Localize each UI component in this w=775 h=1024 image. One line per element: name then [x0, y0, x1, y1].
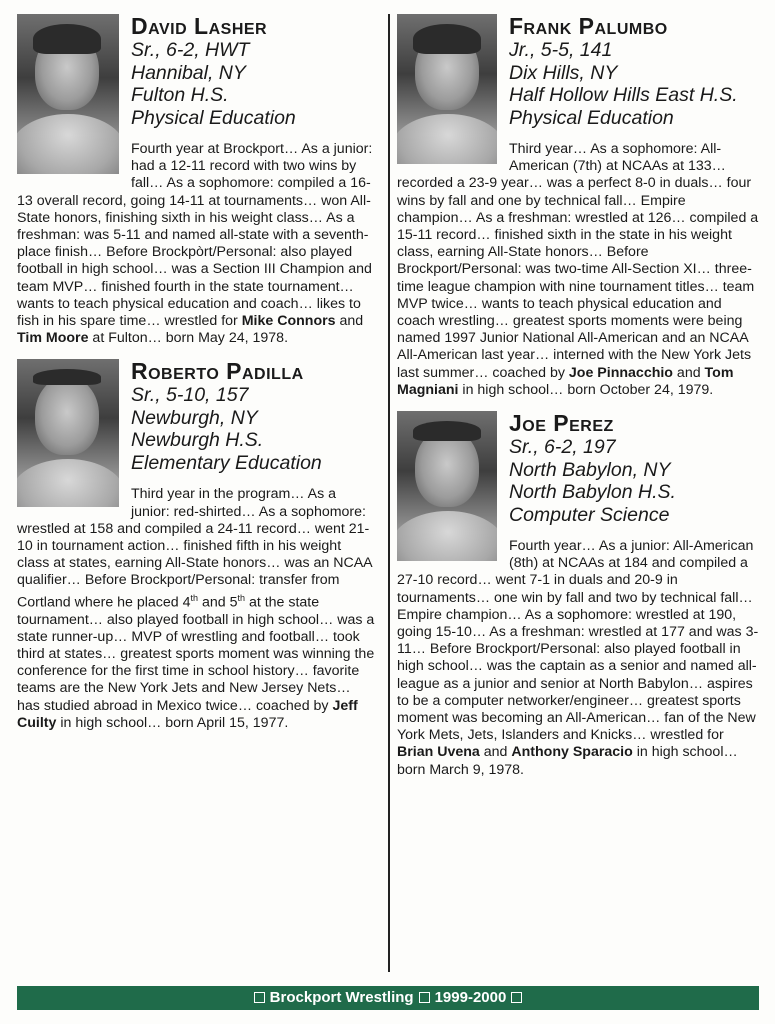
- player-bio: Third year in the program… As a junior: red-shirted… As a sophomore: wrestled at 158 and compiled a 24-11 record… went 21-10 in tournament action… finished fifth in his weight class at states, earning All-State honors… was an NCAA qualifier… Before Brockport/Personal: transfer from Cortland where he placed 4th and 5th at the state tournament… also played football in high school… was a state runner-up… MVP of wrestling and football… took third at states… greatest sports moment was winning the conference for the first time in school history… favorite teams are the New York Jets and New Jersey Nets… has studied abroad in Mexico twice… coached by Jeff Cuilty in high school… born April 15, 1977.: [17, 486, 375, 731]
- player-high-school: North Babylon H.S.: [509, 481, 676, 504]
- column-divider: [388, 14, 390, 972]
- coach-name: Brian Uvena: [397, 744, 480, 761]
- player-name: Roberto Padilla: [131, 358, 304, 385]
- player-profile-perez: [397, 411, 763, 779]
- player-bio: Fourth year at Brockport… As a junior: had a 12-11 record with two wins by fall… As a sophomore: compiled a 16-13 overall record, going 14-11 at tournaments… won All-State honors, finishing sixth in his weight class… As a freshman: was 5-11 and named all-state with a seventh-place finish… Before Brockpòrt/Personal: also played football in high school… was a Section III Champion and team MVP… finished fourth in the state tournament… wants to teach physical education and coach… likes to fish in his spare time… wrestled for Mike Connors and Tim Moore at Fulton… born May 24, 1978.: [17, 141, 373, 347]
- player-photo: [17, 14, 119, 174]
- square-outline-icon: [419, 992, 430, 1003]
- player-high-school: Newburgh H.S.: [131, 429, 264, 452]
- player-major: Computer Science: [509, 503, 670, 526]
- player-photo: [17, 359, 119, 507]
- player-hometown: North Babylon, NY: [509, 458, 671, 481]
- player-class-height-weight: Sr., 6-2, HWT: [131, 39, 250, 61]
- player-major: Physical Education: [131, 106, 296, 129]
- player-major: Physical Education: [509, 106, 674, 129]
- footer-season: 1999-2000: [434, 989, 507, 1006]
- square-outline-icon: [254, 992, 265, 1003]
- player-hometown: Dix Hills, NY: [509, 61, 618, 84]
- player-class-height-weight: Sr., 5-10, 157: [131, 384, 249, 407]
- coach-name: Jeff Cuilty: [17, 697, 358, 731]
- page-footer: [17, 986, 759, 1010]
- player-high-school: Fulton H.S.: [131, 84, 229, 106]
- player-photo: [397, 14, 497, 164]
- coach-name: Mike Connors: [241, 313, 336, 330]
- player-name: David Lasher: [131, 13, 268, 39]
- square-outline-icon: [511, 992, 522, 1003]
- coach-name: Tom Magniani: [397, 364, 734, 398]
- coach-name: Joe Pinnacchio: [568, 364, 673, 381]
- player-class-height-weight: Jr., 5-5, 141: [509, 39, 613, 61]
- player-class-height-weight: Sr., 6-2, 197: [509, 436, 616, 459]
- player-hometown: Hannibal, NY: [131, 61, 246, 84]
- player-bio: Third year… As a sophomore: All-American (7th) at NCAAs at 133… recorded a 23-9 year… was a perfect 8-0 in duals… four wins by fall and one by technical fall… Empire champion… As a freshman: wrestled at 126… compiled a 15-11 record… finished sixth in the state in his weight class, earning All-State honors… Before Brockport/Personal: was two-time All-Section XI… three-time league champion with nine tournament titles… team MVP twice… wants to teach physical education and coach wrestling… greatest sports moments were being named 1997 Junior National All-American and an NCAA All-American last year… interned with the New York Jets last summer… coached by Joe Pinnacchio and Tom Magniani in high school… born October 24, 1979.: [397, 141, 759, 398]
- player-profile-lasher: [17, 14, 375, 347]
- player-profile-palumbo: [397, 14, 763, 399]
- footer-team: Brockport Wrestling: [269, 989, 414, 1006]
- left-column: [17, 14, 375, 732]
- player-profile-padilla: [17, 359, 375, 732]
- right-column: [397, 14, 763, 779]
- player-major: Elementary Education: [131, 451, 322, 474]
- player-name: Frank Palumbo: [509, 13, 668, 39]
- coach-name: Tim Moore: [17, 330, 89, 347]
- player-bio: Fourth year… As a junior: All-American (8th) at NCAAs at 184 and compiled a 27-10 record… went 7-1 in duals and 20-9 in tournaments… one win by fall and two by technical fall… Empire champion… As a sophomore: wrestled at 190, going 15-10… As a freshman: wrestled at 177 and was 3-11… Before Brockport/Personal: also played football in high school… was the captain as a senior and named all-league as a junior and senior at North Babylon… aspires to be a computer networker/engineer… greatest sports moment was becoming an All-American… fan of the New York Mets, Jets, Islanders and Knicks… wrestled for Brian Uvena and Anthony Sparacio in high school… born March 9, 1978.: [397, 538, 759, 778]
- player-photo: [397, 411, 497, 561]
- player-high-school: Half Hollow Hills East H.S.: [509, 84, 738, 106]
- player-name: Joe Perez: [509, 410, 614, 437]
- coach-name: Anthony Sparacio: [511, 744, 633, 761]
- player-hometown: Newburgh, NY: [131, 406, 258, 429]
